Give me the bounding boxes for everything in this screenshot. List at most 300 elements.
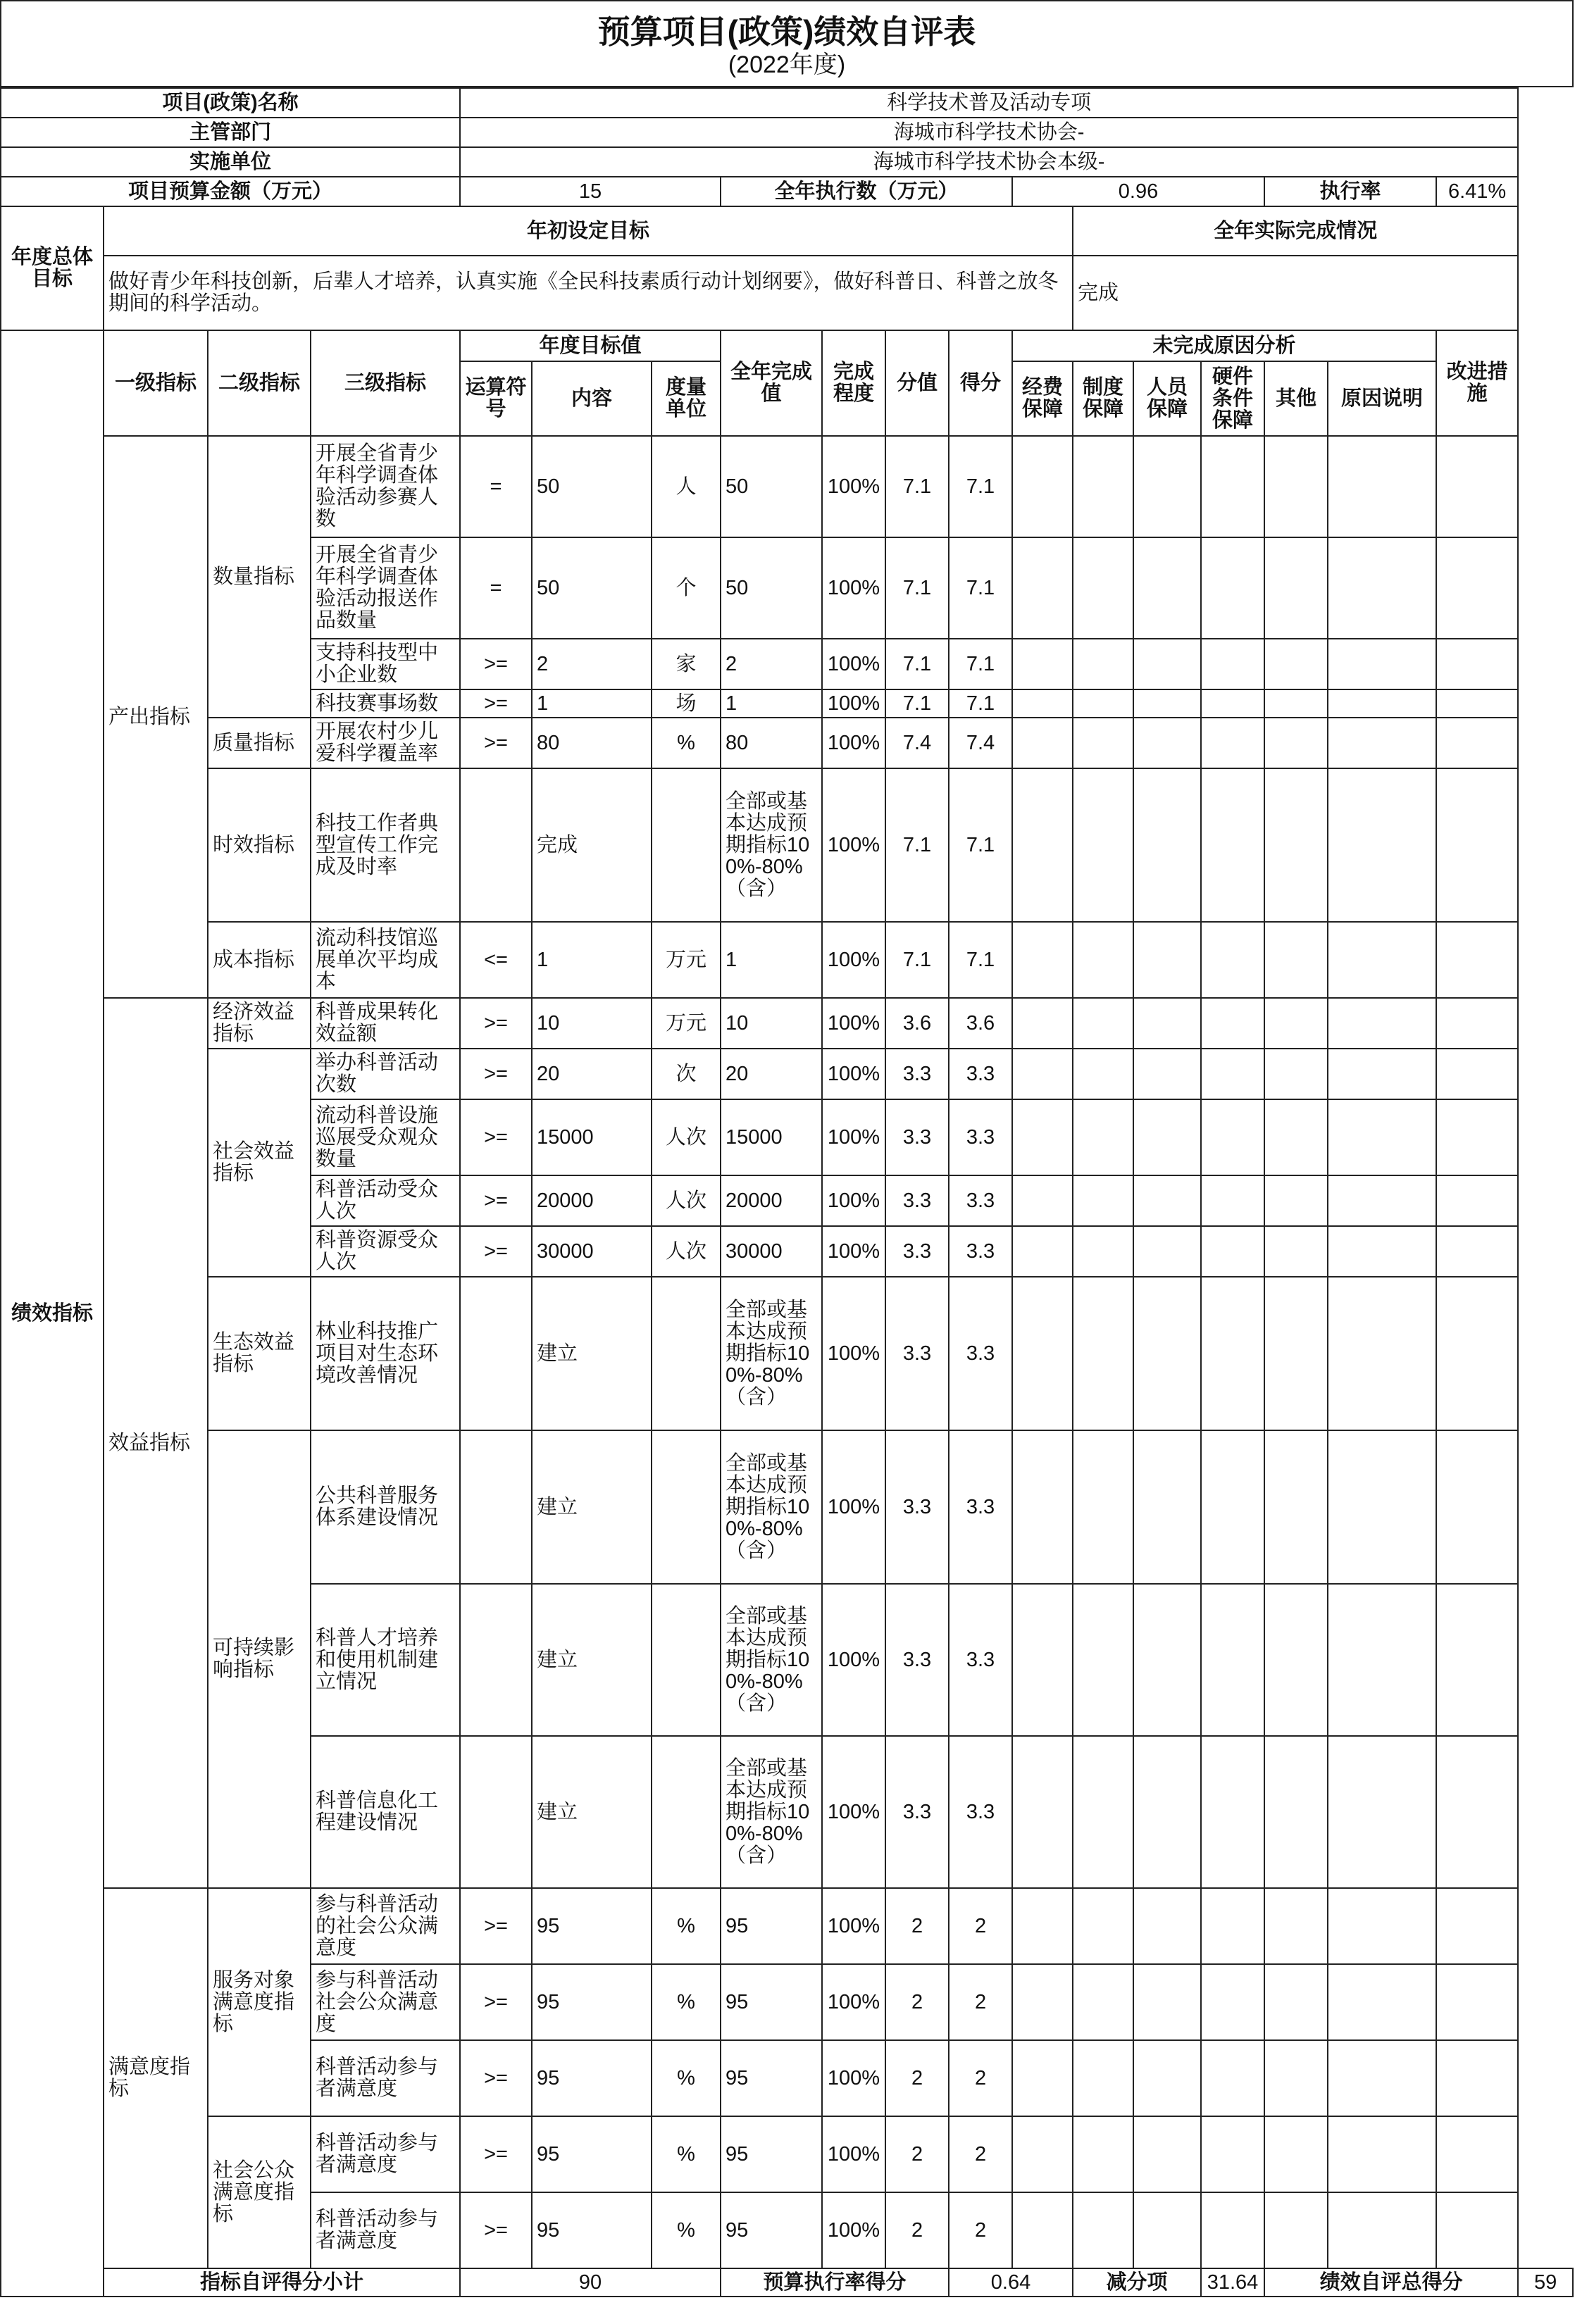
level3-name: 科普活动参与者满意度 bbox=[311, 2040, 460, 2116]
target-content: 2 bbox=[532, 639, 652, 689]
empty-cell bbox=[1436, 1584, 1518, 1736]
measure-unit bbox=[652, 1430, 721, 1584]
target-content: 10 bbox=[532, 998, 652, 1049]
empty-cell bbox=[1012, 1964, 1073, 2040]
value-minus: 31.64 bbox=[1201, 2268, 1264, 2297]
completion-degree: 100% bbox=[822, 1277, 885, 1430]
score-value: 7.1 bbox=[885, 768, 949, 922]
measure-unit bbox=[652, 1584, 721, 1736]
completion-degree: 100% bbox=[822, 2192, 885, 2268]
empty-cell bbox=[1201, 2116, 1264, 2192]
got-score: 7.1 bbox=[949, 537, 1012, 639]
empty-cell bbox=[1436, 689, 1518, 718]
level2-cell: 数量指标 bbox=[208, 436, 311, 718]
level2-cell: 成本指标 bbox=[208, 922, 311, 998]
empty-cell bbox=[1012, 1226, 1073, 1277]
score-value: 3.3 bbox=[885, 1430, 949, 1584]
got-score: 2 bbox=[949, 1888, 1012, 1964]
empty-cell bbox=[1328, 2116, 1436, 2192]
empty-cell bbox=[1264, 1175, 1328, 1226]
empty-cell bbox=[1073, 2040, 1133, 2116]
indicator-row bbox=[1, 2116, 1573, 2192]
row-project-name bbox=[1, 88, 1573, 118]
empty-cell bbox=[1436, 998, 1518, 1049]
measure-unit: 个 bbox=[652, 537, 721, 639]
empty-cell bbox=[1012, 1175, 1073, 1226]
empty-cell bbox=[1436, 1049, 1518, 1099]
empty-cell bbox=[1073, 998, 1133, 1049]
measure-unit: % bbox=[652, 2192, 721, 2268]
score-value: 7.1 bbox=[885, 639, 949, 689]
empty-cell bbox=[1012, 1888, 1073, 1964]
empty-cell bbox=[1328, 1736, 1436, 1888]
operator: >= bbox=[460, 2116, 532, 2192]
empty-cell bbox=[1201, 1736, 1264, 1888]
header-improve: 改进措施 bbox=[1436, 330, 1518, 436]
score-value: 7.4 bbox=[885, 718, 949, 768]
target-content: 95 bbox=[532, 1964, 652, 2040]
empty-cell bbox=[1201, 998, 1264, 1049]
empty-cell bbox=[1073, 2192, 1133, 2268]
empty-cell bbox=[1201, 1049, 1264, 1099]
empty-cell bbox=[1264, 1964, 1328, 2040]
level2-cell: 可持续影响指标 bbox=[208, 1430, 311, 1888]
level3-name: 科普资源受众人次 bbox=[311, 1226, 460, 1277]
empty-cell bbox=[1201, 1226, 1264, 1277]
operator: >= bbox=[460, 718, 532, 768]
empty-cell bbox=[1012, 1736, 1073, 1888]
empty-cell bbox=[1133, 1430, 1201, 1584]
got-score: 3.3 bbox=[949, 1277, 1012, 1430]
measure-unit: 万元 bbox=[652, 998, 721, 1049]
level3-name: 流动科普设施巡展受众观众数量 bbox=[311, 1099, 460, 1175]
level3-name: 科普成果转化效益额 bbox=[311, 998, 460, 1049]
empty-cell bbox=[1012, 2116, 1073, 2192]
empty-cell bbox=[1201, 718, 1264, 768]
operator: >= bbox=[460, 1964, 532, 2040]
value-unit: 海城市科学技术协会本级- bbox=[460, 147, 1518, 177]
operator: >= bbox=[460, 639, 532, 689]
target-content: 建立 bbox=[532, 1584, 652, 1736]
empty-cell bbox=[1328, 1888, 1436, 1964]
header-reason-funding: 经费保障 bbox=[1012, 361, 1073, 436]
empty-cell bbox=[1012, 998, 1073, 1049]
actual-value: 2 bbox=[721, 639, 822, 689]
empty-cell bbox=[1264, 1430, 1328, 1584]
level3-name: 科普活动受众人次 bbox=[311, 1175, 460, 1226]
empty-cell bbox=[1264, 2040, 1328, 2116]
empty-cell bbox=[1133, 2116, 1201, 2192]
value-executed: 0.96 bbox=[1012, 177, 1264, 206]
completion-degree: 100% bbox=[822, 1049, 885, 1099]
target-content: 1 bbox=[532, 689, 652, 718]
got-score: 7.1 bbox=[949, 436, 1012, 537]
empty-cell bbox=[1328, 689, 1436, 718]
level3-name: 科普信息化工程建设情况 bbox=[311, 1736, 460, 1888]
level3-name: 开展全省青少年科学调查体验活动参赛人数 bbox=[311, 436, 460, 537]
measure-unit: 万元 bbox=[652, 922, 721, 998]
empty-cell bbox=[1328, 1099, 1436, 1175]
target-content: 建立 bbox=[532, 1277, 652, 1430]
target-content: 完成 bbox=[532, 768, 652, 922]
page-subtitle: (2022年度) bbox=[728, 51, 846, 78]
completion-degree: 100% bbox=[822, 537, 885, 639]
level3-name: 参与科普活动社会公众满意度 bbox=[311, 1964, 460, 2040]
score-value: 2 bbox=[885, 1888, 949, 1964]
empty-cell bbox=[1133, 1175, 1201, 1226]
level2-cell: 服务对象满意度指标 bbox=[208, 1888, 311, 2116]
empty-cell bbox=[1073, 718, 1133, 768]
row-indicator-header-1 bbox=[1, 330, 1573, 361]
empty-cell bbox=[1133, 689, 1201, 718]
empty-cell bbox=[1328, 1175, 1436, 1226]
label-exec-score: 预算执行率得分 bbox=[721, 2268, 949, 2297]
empty-cell bbox=[1264, 2116, 1328, 2192]
target-content: 20000 bbox=[532, 1175, 652, 1226]
empty-cell bbox=[1012, 689, 1073, 718]
score-value: 3.3 bbox=[885, 1049, 949, 1099]
empty-cell bbox=[1264, 1584, 1328, 1736]
completion-degree: 100% bbox=[822, 922, 885, 998]
empty-cell bbox=[1328, 1430, 1436, 1584]
level3-name: 举办科普活动次数 bbox=[311, 1049, 460, 1099]
measure-unit: 人 bbox=[652, 436, 721, 537]
empty-cell bbox=[1012, 2192, 1073, 2268]
level2-cell: 时效指标 bbox=[208, 768, 311, 922]
empty-cell bbox=[1012, 436, 1073, 537]
actual-value: 15000 bbox=[721, 1099, 822, 1175]
header-reason-hardware: 硬件条件保障 bbox=[1201, 361, 1264, 436]
empty-cell bbox=[1264, 998, 1328, 1049]
level3-name: 科技工作者典型宣传工作完成及时率 bbox=[311, 768, 460, 922]
empty-cell bbox=[1201, 2192, 1264, 2268]
empty-cell bbox=[1201, 1584, 1264, 1736]
score-value: 3.3 bbox=[885, 1099, 949, 1175]
operator: = bbox=[460, 436, 532, 537]
empty-cell bbox=[1012, 2040, 1073, 2116]
level3-name: 科普人才培养和使用机制建立情况 bbox=[311, 1584, 460, 1736]
measure-unit: % bbox=[652, 1888, 721, 1964]
row-footer bbox=[1, 2268, 1573, 2297]
header-target: 年度目标值 bbox=[460, 330, 721, 361]
empty-cell bbox=[1012, 718, 1073, 768]
empty-cell bbox=[1133, 1049, 1201, 1099]
empty-cell bbox=[1328, 1049, 1436, 1099]
target-content: 95 bbox=[532, 2192, 652, 2268]
value-subtotal: 90 bbox=[460, 2268, 721, 2297]
score-value: 3.3 bbox=[885, 1736, 949, 1888]
level2-cell: 生态效益指标 bbox=[208, 1277, 311, 1430]
target-content: 95 bbox=[532, 2040, 652, 2116]
target-content: 建立 bbox=[532, 1430, 652, 1584]
measure-unit: % bbox=[652, 1964, 721, 2040]
empty-cell bbox=[1436, 1099, 1518, 1175]
empty-cell bbox=[1133, 1584, 1201, 1736]
empty-cell bbox=[1328, 2040, 1436, 2116]
level3-name: 林业科技推广项目对生态环境改善情况 bbox=[311, 1277, 460, 1430]
score-value: 2 bbox=[885, 2040, 949, 2116]
label-goal-done: 全年实际完成情况 bbox=[1073, 206, 1518, 256]
page-title: 预算项目(政策)绩效自评表 bbox=[597, 13, 976, 50]
empty-cell bbox=[1264, 639, 1328, 689]
empty-cell bbox=[1264, 1226, 1328, 1277]
value-department: 海城市科学技术协会- bbox=[460, 118, 1518, 147]
completion-degree: 100% bbox=[822, 768, 885, 922]
level3-name: 支持科技型中小企业数 bbox=[311, 639, 460, 689]
empty-cell bbox=[1012, 1430, 1073, 1584]
empty-cell bbox=[1328, 436, 1436, 537]
operator: >= bbox=[460, 2040, 532, 2116]
empty-cell bbox=[1073, 1175, 1133, 1226]
measure-unit bbox=[652, 1277, 721, 1430]
operator bbox=[460, 1430, 532, 1584]
actual-value: 10 bbox=[721, 998, 822, 1049]
score-value: 3.6 bbox=[885, 998, 949, 1049]
actual-value: 95 bbox=[721, 1964, 822, 2040]
measure-unit: % bbox=[652, 2116, 721, 2192]
got-score: 3.3 bbox=[949, 1175, 1012, 1226]
completion-degree: 100% bbox=[822, 1888, 885, 1964]
operator: >= bbox=[460, 2192, 532, 2268]
completion-degree: 100% bbox=[822, 689, 885, 718]
goal-done-text: 完成 bbox=[1073, 256, 1518, 330]
empty-cell bbox=[1264, 1888, 1328, 1964]
empty-cell bbox=[1133, 1964, 1201, 2040]
empty-cell bbox=[1264, 1099, 1328, 1175]
level3-name: 开展全省青少年科学调查体验活动报送作品数量 bbox=[311, 537, 460, 639]
empty-cell bbox=[1133, 718, 1201, 768]
got-score: 2 bbox=[949, 2192, 1012, 2268]
empty-cell bbox=[1328, 922, 1436, 998]
empty-cell bbox=[1436, 1277, 1518, 1430]
label-minus: 减分项 bbox=[1073, 2268, 1201, 2297]
operator: >= bbox=[460, 1888, 532, 1964]
got-score: 7.1 bbox=[949, 689, 1012, 718]
got-score: 3.6 bbox=[949, 998, 1012, 1049]
empty-cell bbox=[1436, 922, 1518, 998]
target-content: 50 bbox=[532, 436, 652, 537]
empty-cell bbox=[1012, 1099, 1073, 1175]
score-value: 2 bbox=[885, 1964, 949, 2040]
header-score: 分值 bbox=[885, 330, 949, 436]
target-content: 30000 bbox=[532, 1226, 652, 1277]
level3-name: 科技赛事场数 bbox=[311, 689, 460, 718]
empty-cell bbox=[1073, 1430, 1133, 1584]
empty-cell bbox=[1264, 1736, 1328, 1888]
operator: >= bbox=[460, 1049, 532, 1099]
empty-cell bbox=[1328, 639, 1436, 689]
label-total: 绩效自评总得分 bbox=[1264, 2268, 1518, 2297]
score-value: 2 bbox=[885, 2116, 949, 2192]
score-value: 2 bbox=[885, 2192, 949, 2268]
score-value: 7.1 bbox=[885, 436, 949, 537]
completion-degree: 100% bbox=[822, 2040, 885, 2116]
indicator-row bbox=[1, 768, 1573, 922]
got-score: 2 bbox=[949, 1964, 1012, 2040]
got-score: 3.3 bbox=[949, 1226, 1012, 1277]
actual-value: 1 bbox=[721, 689, 822, 718]
empty-cell bbox=[1073, 689, 1133, 718]
empty-cell bbox=[1436, 718, 1518, 768]
target-content: 20 bbox=[532, 1049, 652, 1099]
got-score: 2 bbox=[949, 2040, 1012, 2116]
row-goal-content bbox=[1, 256, 1573, 330]
row-budget bbox=[1, 177, 1573, 206]
empty-cell bbox=[1133, 2040, 1201, 2116]
empty-cell bbox=[1201, 1277, 1264, 1430]
header-degree: 完成程度 bbox=[822, 330, 885, 436]
indicator-row bbox=[1, 718, 1573, 768]
empty-cell bbox=[1328, 998, 1436, 1049]
indicator-row bbox=[1, 922, 1573, 998]
empty-cell bbox=[1133, 998, 1201, 1049]
empty-cell bbox=[1264, 537, 1328, 639]
empty-cell bbox=[1133, 537, 1201, 639]
empty-cell bbox=[1328, 718, 1436, 768]
empty-cell bbox=[1012, 922, 1073, 998]
empty-cell bbox=[1201, 639, 1264, 689]
got-score: 2 bbox=[949, 2116, 1012, 2192]
level2-cell: 社会公众满意度指标 bbox=[208, 2116, 311, 2268]
empty-cell bbox=[1073, 1888, 1133, 1964]
empty-cell bbox=[1436, 1736, 1518, 1888]
empty-cell bbox=[1073, 2116, 1133, 2192]
header-actual: 全年完成值 bbox=[721, 330, 822, 436]
empty-cell bbox=[1264, 436, 1328, 537]
got-score: 7.1 bbox=[949, 922, 1012, 998]
row-department bbox=[1, 118, 1573, 147]
operator: >= bbox=[460, 1175, 532, 1226]
empty-cell bbox=[1133, 436, 1201, 537]
target-content: 95 bbox=[532, 2116, 652, 2192]
empty-cell bbox=[1201, 1964, 1264, 2040]
empty-cell bbox=[1012, 639, 1073, 689]
empty-cell bbox=[1201, 2040, 1264, 2116]
header-reason-staff: 人员保障 bbox=[1133, 361, 1201, 436]
completion-degree: 100% bbox=[822, 1430, 885, 1584]
measure-unit: % bbox=[652, 718, 721, 768]
header-reason: 未完成原因分析 bbox=[1012, 330, 1436, 361]
label-rate: 执行率 bbox=[1264, 177, 1436, 206]
empty-cell bbox=[1073, 922, 1133, 998]
operator bbox=[460, 1277, 532, 1430]
measure-unit: 人次 bbox=[652, 1099, 721, 1175]
empty-cell bbox=[1264, 2192, 1328, 2268]
label-performance-indicators: 绩效指标 bbox=[1, 330, 104, 2297]
score-value: 3.3 bbox=[885, 1584, 949, 1736]
actual-value: 全部或基本达成预期指标100%-80%（含） bbox=[721, 1736, 822, 1888]
header-op: 运算符号 bbox=[460, 361, 532, 436]
actual-value: 95 bbox=[721, 2192, 822, 2268]
row-unit bbox=[1, 147, 1573, 177]
indicator-row bbox=[1, 998, 1573, 1049]
indicator-row bbox=[1, 1049, 1573, 1099]
target-content: 95 bbox=[532, 1888, 652, 1964]
actual-value: 95 bbox=[721, 1888, 822, 1964]
got-score: 3.3 bbox=[949, 1049, 1012, 1099]
got-score: 7.4 bbox=[949, 718, 1012, 768]
measure-unit bbox=[652, 768, 721, 922]
level3-name: 公共科普服务体系建设情况 bbox=[311, 1430, 460, 1584]
empty-cell bbox=[1012, 1049, 1073, 1099]
empty-cell bbox=[1436, 2192, 1518, 2268]
score-value: 7.1 bbox=[885, 537, 949, 639]
got-score: 3.3 bbox=[949, 1584, 1012, 1736]
completion-degree: 100% bbox=[822, 1964, 885, 2040]
indicator-row bbox=[1, 1430, 1573, 1584]
empty-cell bbox=[1073, 768, 1133, 922]
goal-set-text: 做好青少年科技创新，后辈人才培养，认真实施《全民科技素质行动计划纲要》，做好科普日、科普之放冬期间的科学活动。 bbox=[104, 256, 1073, 330]
empty-cell bbox=[1073, 1099, 1133, 1175]
label-annual-goal: 年度总体目标 bbox=[1, 206, 104, 330]
empty-cell bbox=[1264, 1049, 1328, 1099]
empty-cell bbox=[1201, 1430, 1264, 1584]
measure-unit: 次 bbox=[652, 1049, 721, 1099]
header-got: 得分 bbox=[949, 330, 1012, 436]
actual-value: 全部或基本达成预期指标100%-80%（含） bbox=[721, 1277, 822, 1430]
operator bbox=[460, 768, 532, 922]
empty-cell bbox=[1133, 1736, 1201, 1888]
completion-degree: 100% bbox=[822, 1736, 885, 1888]
completion-degree: 100% bbox=[822, 639, 885, 689]
level1-cell: 产出指标 bbox=[104, 436, 208, 998]
level3-name: 科普活动参与者满意度 bbox=[311, 2116, 460, 2192]
level1-cell: 效益指标 bbox=[104, 998, 208, 1888]
empty-cell bbox=[1201, 537, 1264, 639]
empty-cell bbox=[1328, 1277, 1436, 1430]
empty-cell bbox=[1201, 436, 1264, 537]
empty-cell bbox=[1201, 689, 1264, 718]
score-value: 3.3 bbox=[885, 1277, 949, 1430]
empty-cell bbox=[1436, 768, 1518, 922]
empty-cell bbox=[1328, 1964, 1436, 2040]
empty-cell bbox=[1201, 922, 1264, 998]
empty-cell bbox=[1436, 2116, 1518, 2192]
operator: <= bbox=[460, 922, 532, 998]
header-reason-system: 制度保障 bbox=[1073, 361, 1133, 436]
empty-cell bbox=[1133, 1277, 1201, 1430]
level3-name: 科普活动参与者满意度 bbox=[311, 2192, 460, 2268]
got-score: 3.3 bbox=[949, 1099, 1012, 1175]
target-content: 80 bbox=[532, 718, 652, 768]
got-score: 3.3 bbox=[949, 1430, 1012, 1584]
target-content: 15000 bbox=[532, 1099, 652, 1175]
value-project-name: 科学技术普及活动专项 bbox=[460, 88, 1518, 118]
empty-cell bbox=[1436, 639, 1518, 689]
header-level3: 三级指标 bbox=[311, 330, 460, 436]
empty-cell bbox=[1012, 1277, 1073, 1430]
empty-cell bbox=[1264, 1277, 1328, 1430]
empty-cell bbox=[1073, 1736, 1133, 1888]
completion-degree: 100% bbox=[822, 436, 885, 537]
actual-value: 1 bbox=[721, 922, 822, 998]
empty-cell bbox=[1436, 436, 1518, 537]
empty-cell bbox=[1328, 768, 1436, 922]
header-reason-other: 其他 bbox=[1264, 361, 1328, 436]
label-budget: 项目预算金额（万元） bbox=[1, 177, 460, 206]
empty-cell bbox=[1073, 1584, 1133, 1736]
got-score: 7.1 bbox=[949, 639, 1012, 689]
measure-unit: 人次 bbox=[652, 1226, 721, 1277]
level3-name: 开展农村少儿爱科学覆盖率 bbox=[311, 718, 460, 768]
label-department: 主管部门 bbox=[1, 118, 460, 147]
label-goal-set: 年初设定目标 bbox=[104, 206, 1073, 256]
empty-cell bbox=[1201, 1175, 1264, 1226]
operator bbox=[460, 1736, 532, 1888]
row-goal-header bbox=[1, 206, 1573, 256]
completion-degree: 100% bbox=[822, 2116, 885, 2192]
empty-cell bbox=[1073, 1049, 1133, 1099]
